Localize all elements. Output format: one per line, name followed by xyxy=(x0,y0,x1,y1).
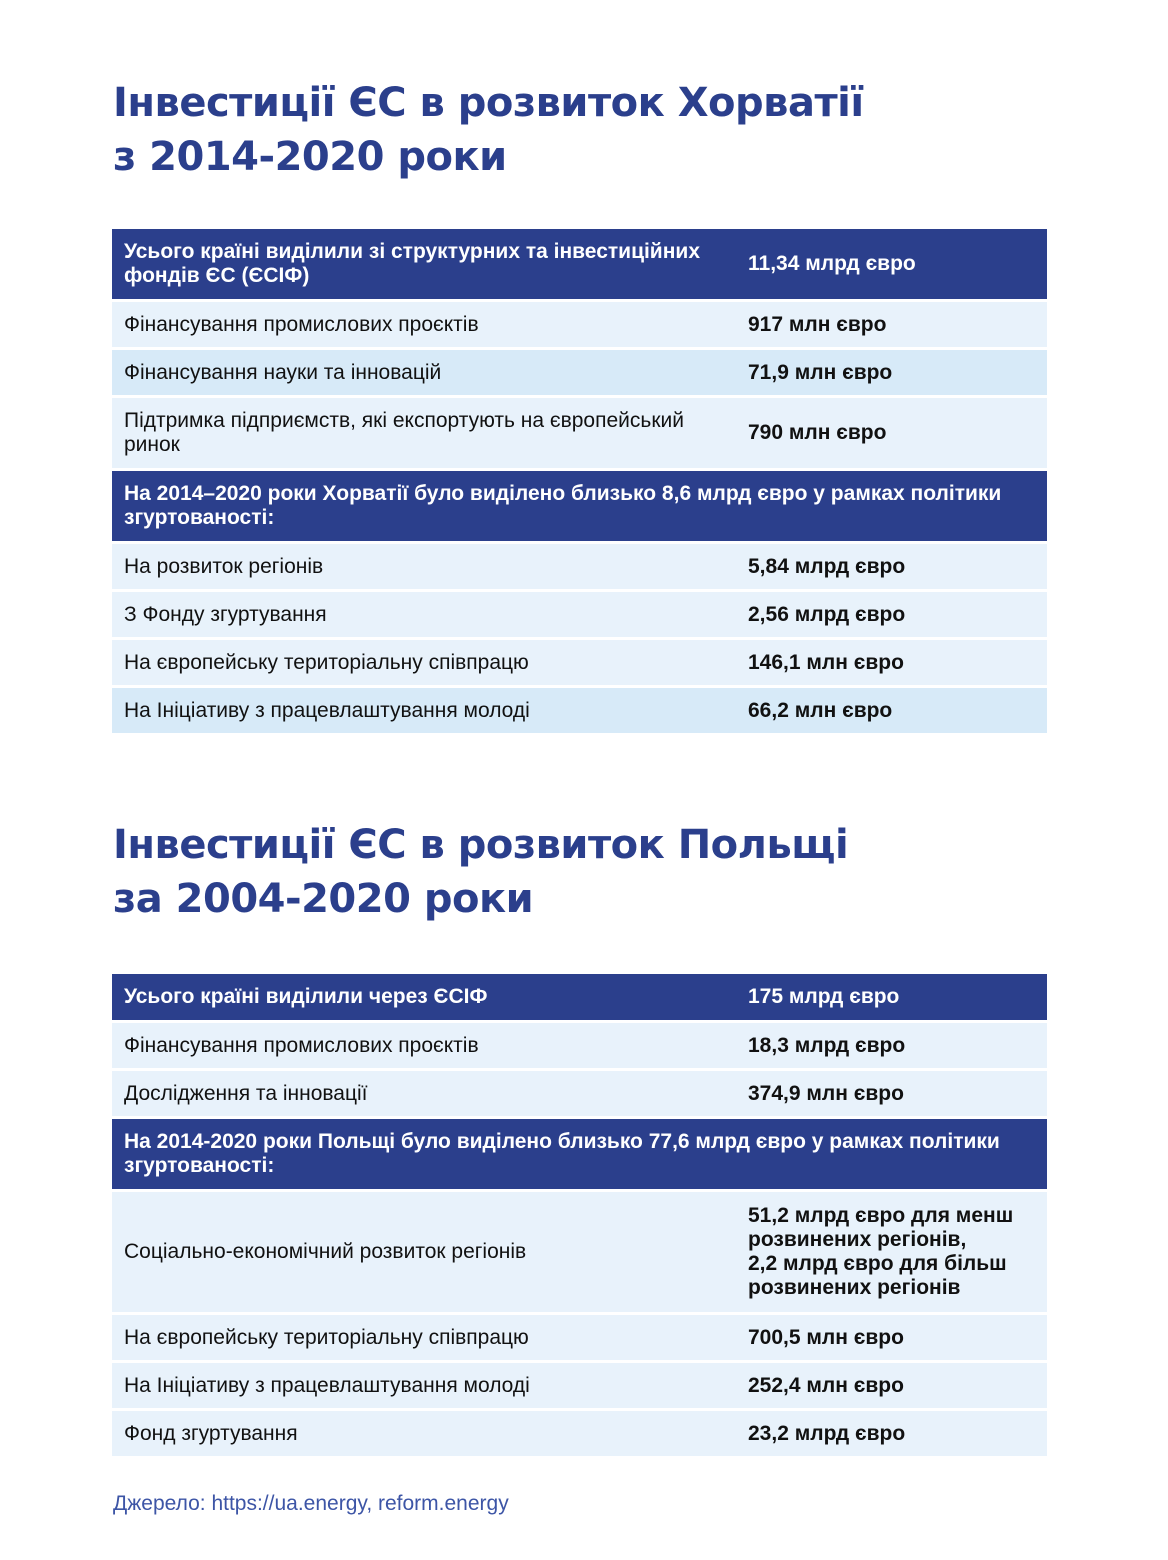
row-label: Фінансування промислових проєктів xyxy=(112,1023,736,1068)
row-value: 175 млрд євро xyxy=(736,974,1047,1020)
section-header: На 2014-2020 роки Польщі було виділено близько 77,6 млрд євро у рамках політики згуртованості: xyxy=(112,1119,1047,1189)
row-value: 146,1 млн євро xyxy=(736,640,1047,685)
row-label: Фінансування промислових проєктів xyxy=(112,302,736,347)
table-row xyxy=(112,398,1047,468)
table-row xyxy=(112,688,1047,733)
row-value: 23,2 млрд євро xyxy=(736,1411,1047,1456)
croatia-title xyxy=(113,76,864,184)
value-line: розвинених регіонів, xyxy=(748,1228,967,1251)
poland-table xyxy=(112,971,1047,1459)
croatia-cohesion-header-row xyxy=(112,471,1047,541)
row-value: 700,5 млн євро xyxy=(736,1315,1047,1360)
table-row xyxy=(112,1315,1047,1360)
row-value: 374,9 млн євро xyxy=(736,1071,1047,1116)
row-label: Дослідження та інновації xyxy=(112,1071,736,1116)
table-row xyxy=(112,1363,1047,1408)
row-value: 71,9 млн євро xyxy=(736,350,1047,395)
row-value: 5,84 млрд євро xyxy=(736,544,1047,589)
row-label: На Ініціативу з працевлаштування молоді xyxy=(112,1363,736,1408)
section-header: На 2014–2020 роки Хорватії було виділено близько 8,6 млрд євро у рамках політики згуртованості: xyxy=(112,471,1047,541)
row-label: Фінансування науки та інновацій xyxy=(112,350,736,395)
row-label: З Фонду згуртування xyxy=(112,592,736,637)
row-value: 252,4 млн євро xyxy=(736,1363,1047,1408)
row-value: 917 млн євро xyxy=(736,302,1047,347)
table-row xyxy=(112,1023,1047,1068)
row-label: Підтримка підприємств, які експортують на європейський ринок xyxy=(112,398,736,468)
table-row xyxy=(112,350,1047,395)
poland-cohesion-header-row xyxy=(112,1119,1047,1189)
table-row xyxy=(112,640,1047,685)
row-value-multiline xyxy=(736,1192,1047,1312)
row-label: Соціально-економічний розвиток регіонів xyxy=(112,1192,736,1312)
table-row xyxy=(112,1071,1047,1116)
croatia-title-line1: Інвестиції ЄС в розвиток Хорватії xyxy=(113,80,864,126)
croatia-title-line2: з 2014-2020 роки xyxy=(113,134,507,180)
value-line: розвинених регіонів xyxy=(748,1276,961,1299)
row-label: На європейську територіальну співпрацю xyxy=(112,1315,736,1360)
croatia-total-row xyxy=(112,229,1047,299)
row-value: 790 млн євро xyxy=(736,398,1047,468)
poland-total-row xyxy=(112,974,1047,1020)
row-label: Усього країні виділили зі структурних та інвестиційних фондів ЄС (ЄСІФ) xyxy=(112,229,736,299)
value-line: 51,2 млрд євро для менш xyxy=(748,1204,1014,1227)
row-label: На європейську територіальну співпрацю xyxy=(112,640,736,685)
row-label: На Ініціативу з працевлаштування молоді xyxy=(112,688,736,733)
row-value: 11,34 млрд євро xyxy=(736,229,1047,299)
poland-title-line1: Інвестиції ЄС в розвиток Польщі xyxy=(113,822,849,868)
table-row xyxy=(112,1192,1047,1312)
row-label: Усього країні виділили через ЄСІФ xyxy=(112,974,736,1020)
row-value: 66,2 млн євро xyxy=(736,688,1047,733)
source-note: Джерело: https://ua.energy, reform.energy xyxy=(113,1492,509,1515)
row-value: 18,3 млрд євро xyxy=(736,1023,1047,1068)
table-row xyxy=(112,302,1047,347)
table-row xyxy=(112,544,1047,589)
poland-title xyxy=(113,818,848,926)
croatia-table xyxy=(112,226,1047,736)
table-row xyxy=(112,592,1047,637)
table-row xyxy=(112,1411,1047,1456)
row-label: Фонд згуртування xyxy=(112,1411,736,1456)
row-label: На розвиток регіонів xyxy=(112,544,736,589)
value-line: 2,2 млрд євро для більш xyxy=(748,1252,1007,1275)
poland-title-line2: за 2004-2020 роки xyxy=(113,876,534,922)
row-value: 2,56 млрд євро xyxy=(736,592,1047,637)
